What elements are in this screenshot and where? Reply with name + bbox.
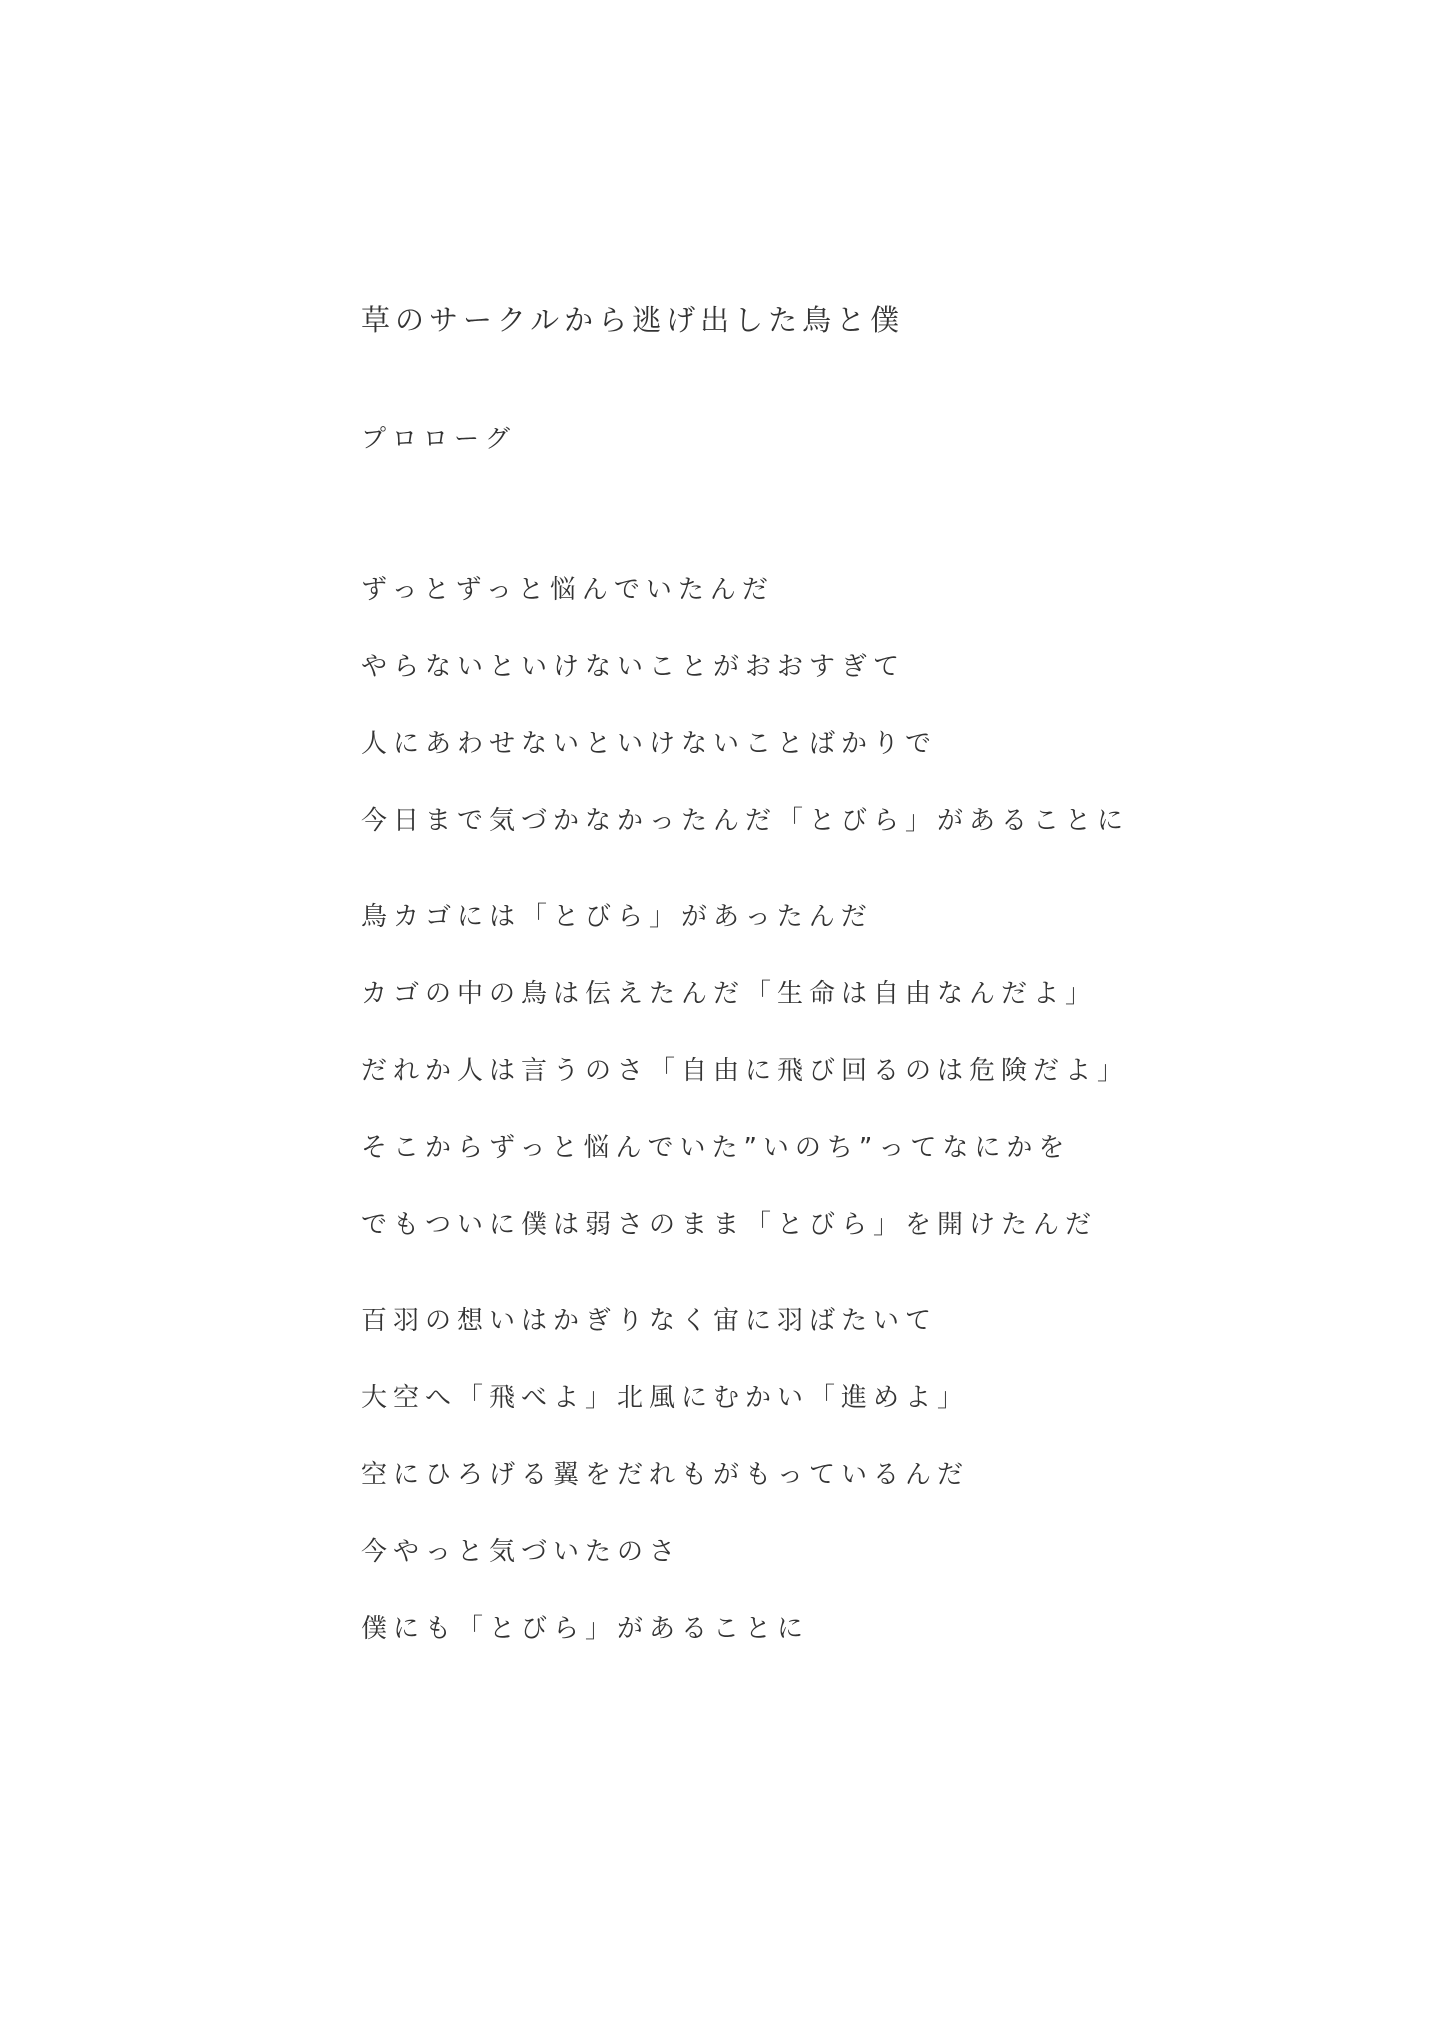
poem-line: カゴの中の鳥は伝えたんだ「生命は自由なんだよ」 [361,979,1098,1009]
poem-line: 人にあわせないといけないことばかりで [361,729,938,759]
stanza [361,1303,1361,1647]
stanza [361,572,1361,839]
poem-line: だれか人は言うのさ「自由に飛び回るのは危険だよ」 [361,1056,1130,1086]
poem-line: 空にひろげる翼をだれもがもっているんだ [361,1460,970,1490]
poem-line: 百羽の想いはかぎりなく宙に羽ばたいて [361,1306,938,1336]
poem-page [361,300,1361,1688]
poem-line: ずっとずっと悩んでいたんだ [361,575,774,605]
poem-line: 今やっと気づいたのさ [361,1537,682,1567]
section-heading: プロローグ [361,424,517,453]
stanza [361,899,1361,1243]
poem-title: 草のサークルから逃げ出した鳥と僕 [361,303,905,337]
poem-line: やらないといけないことがおおすぎて [361,652,906,682]
poem-line: そこからずっと悩んでいた”いのち”ってなにかを [361,1133,1071,1163]
poem-line: 今日まで気づかなかったんだ「とびら」があることに [361,806,1130,836]
poem-line: 僕にも「とびら」があることに [361,1614,810,1644]
poem-line: 大空へ「飛べよ」北風にむかい「進めよ」 [361,1383,970,1413]
poem-line: でもついに僕は弱さのまま「とびら」を開けたんだ [361,1210,1098,1240]
poem-line: 鳥カゴには「とびら」があったんだ [361,902,873,932]
